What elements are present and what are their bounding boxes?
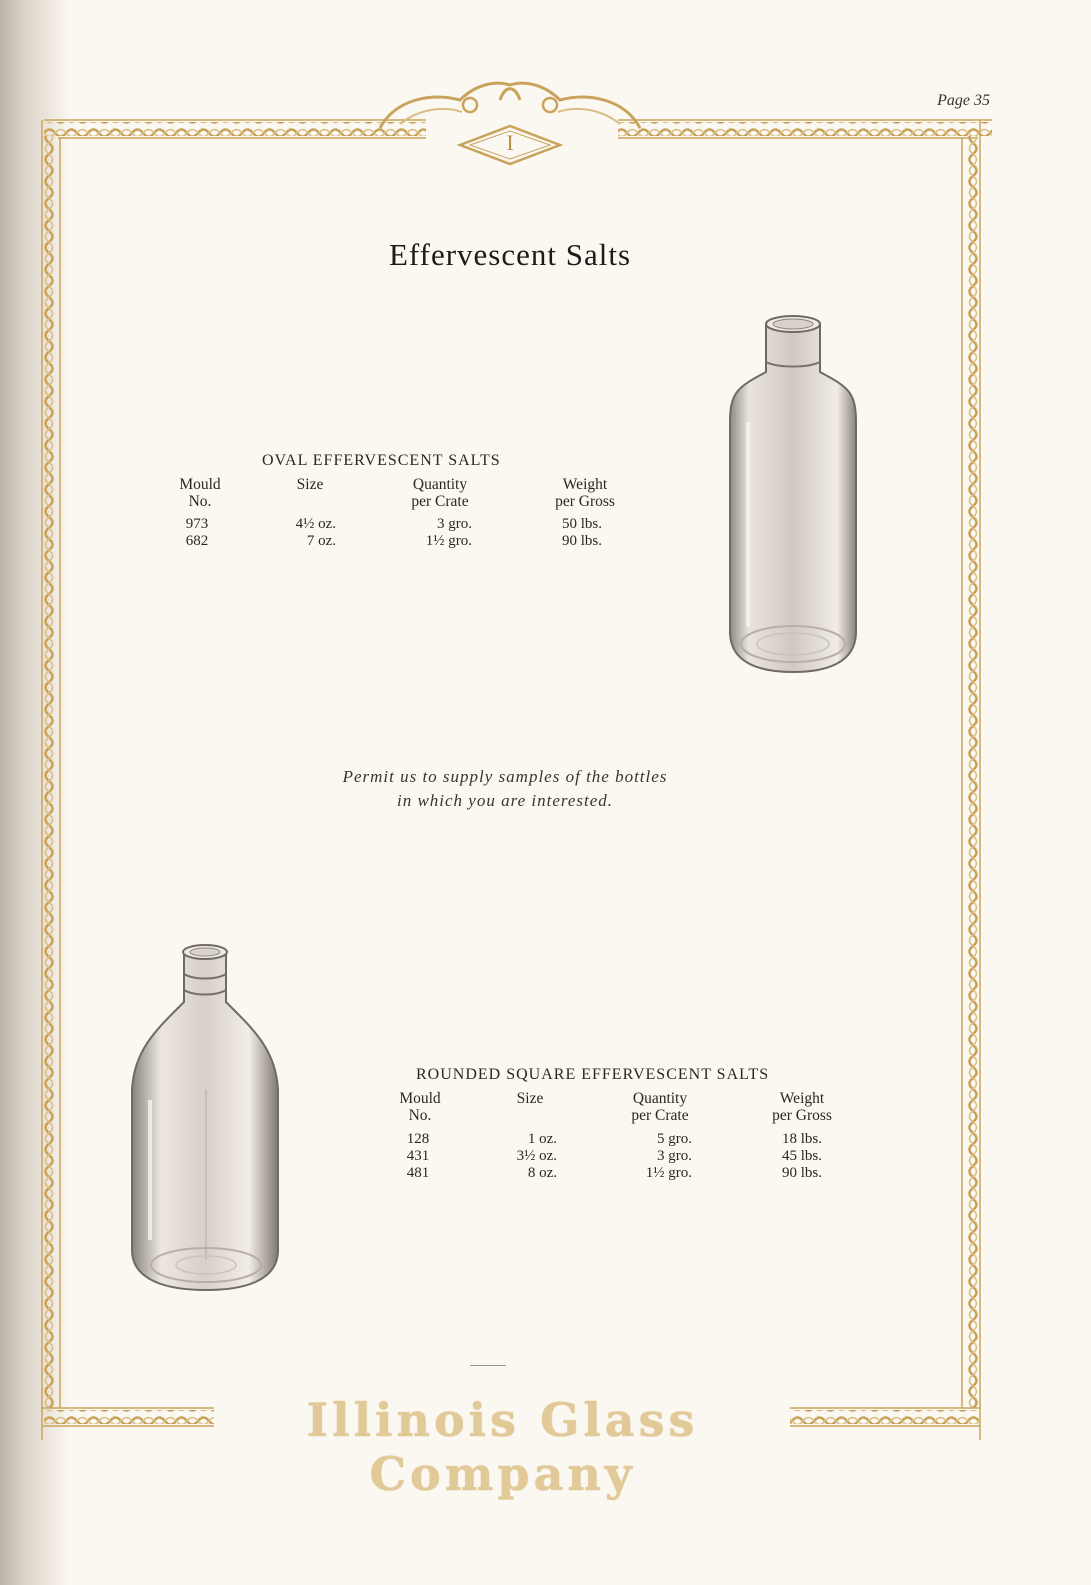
divider [470, 1365, 506, 1366]
rounded-section-heading: ROUNDED SQUARE EFFERVESCENT SALTS [416, 1066, 770, 1083]
rounded-col-weight [752, 1090, 852, 1124]
oval-col-weight-line: per Gross [555, 493, 615, 510]
oval-row-weight: 90 lbs. [561, 533, 602, 549]
emblem-letter: I [506, 130, 514, 155]
oval-col-size [285, 476, 335, 493]
rounded-col-weight-line: per Gross [772, 1107, 832, 1124]
rounded-col-mould [390, 1090, 450, 1124]
oval-bottle-illustration [718, 312, 868, 682]
oval-col-mould-line: Mould [179, 476, 221, 493]
rounded-col-mould-line: No. [408, 1107, 432, 1124]
company-wordmark: Illinois Glass Company [306, 1393, 699, 1501]
oval-row-size: 7 oz. [306, 533, 336, 549]
page-title: Effervescent Salts [388, 237, 632, 272]
rounded-row-mould: 481 [406, 1165, 430, 1181]
rounded-row-size: 8 oz. [527, 1165, 557, 1181]
oval-col-quantity-line: Quantity [412, 476, 468, 493]
rounded-row-size: 3½ oz. [516, 1148, 557, 1164]
rounded-row-weight: 18 lbs. [781, 1131, 822, 1147]
rounded-row-mould: 431 [406, 1148, 430, 1164]
oval-row-mould: 973 [185, 516, 209, 532]
rounded-col-size [505, 1090, 555, 1107]
rounded-col-quantity [610, 1090, 710, 1124]
sample-offer-note: Permit us to supply samples of the bottles in which you are interested. [342, 767, 668, 810]
rounded-row-weight: 90 lbs. [781, 1165, 822, 1181]
rounded-col-size-line: Size [516, 1090, 544, 1107]
rounded-col-weight-line: Weight [779, 1090, 825, 1107]
oval-section-heading: OVAL EFFERVESCENT SALTS [262, 452, 501, 469]
oval-row-qty: 1½ gro. [425, 533, 472, 549]
oval-row-mould: 682 [185, 533, 209, 549]
oval-col-weight-line: Weight [562, 476, 608, 493]
rounded-row-size: 1 oz. [527, 1131, 557, 1147]
oval-col-mould [170, 476, 230, 510]
rounded-row-qty: 3 gro. [657, 1148, 692, 1164]
square-bottle-illustration [126, 940, 286, 1295]
oval-row-qty: 3 gro. [437, 516, 472, 532]
oval-col-mould-line: No. [188, 493, 212, 510]
oval-row-weight: 50 lbs. [561, 516, 602, 532]
rounded-col-quantity-line: per Crate [631, 1107, 689, 1124]
oval-col-quantity-line: per Crate [411, 493, 469, 510]
oval-col-quantity [390, 476, 490, 510]
rounded-row-mould: 128 [406, 1131, 430, 1147]
rounded-row-qty: 5 gro. [657, 1131, 692, 1147]
rounded-row-weight: 45 lbs. [781, 1148, 822, 1164]
oval-row-size: 4½ oz. [295, 516, 336, 532]
rounded-col-mould-line: Mould [399, 1090, 441, 1107]
rounded-col-quantity-line: Quantity [632, 1090, 688, 1107]
oval-col-weight [535, 476, 635, 510]
oval-col-size-line: Size [296, 476, 324, 493]
rounded-row-qty: 1½ gro. [645, 1165, 692, 1181]
page-number: Page 35 [937, 92, 990, 109]
